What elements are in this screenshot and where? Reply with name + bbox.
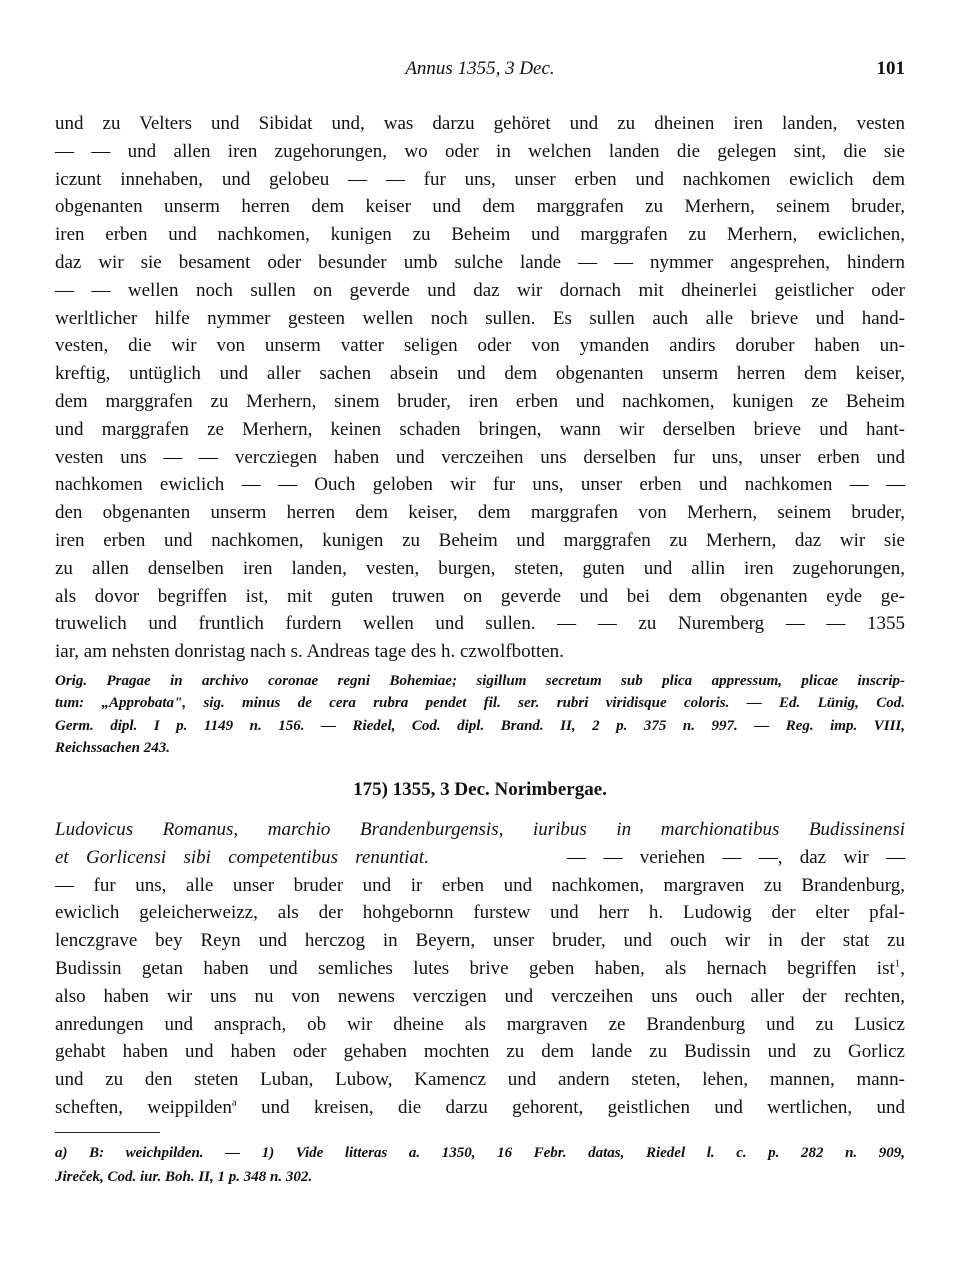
text-line: nachkomen ewiclich — — Ouch geloben wir fur uns, unser erben und nachkomen — — <box>55 474 905 496</box>
text-line: vesten uns — — vercziegen haben und verczeihen uns derselben fur uns, unser erben und <box>55 446 905 468</box>
text-line: anredungen und ansprach, ob wir dheine als margraven ze Brandenburg und zu Lusicz <box>55 1013 905 1035</box>
footnote-rule <box>55 1132 160 1133</box>
text-line: und marggrafen ze Merhern, keinen schaden bringen, wann wir derselben brieve und hant- <box>55 418 905 440</box>
text-line <box>55 955 905 983</box>
text-line: zu allen denselben iren landen, vesten, burgen, steten, guten und allin iren zugehorungen, <box>55 557 905 579</box>
footnote-ref: a <box>231 1096 237 1109</box>
text-line: dem marggrafen zu Merhern, sinem bruder, iren erben und nachkomen, kunigen ze Beheim <box>55 390 905 412</box>
text-line: also haben wir uns nu von newens verczigen und verczeihen uns ouch aller der rechten, <box>55 985 905 1007</box>
page-body <box>55 110 905 1189</box>
text-line: als dovor begriffen ist, mit guten truwen on geverde und bei dem obgenanten eyde ge- <box>55 585 905 607</box>
text-line: obgenanten unserm herren dem keiser und dem marggrafen zu Merhern, seinem bruder, <box>55 196 905 218</box>
source-note <box>55 670 905 760</box>
text-line: daz wir sie besament oder besunder umb sulche lande — — nymmer angesprehen, hindern <box>55 251 905 273</box>
text-line: lenczgrave bey Reyn und herczog in Beyern, unser bruder, und ouch wir in der stat zu <box>55 930 905 952</box>
footnote-line: Jireček, Cod. iur. Boh. II, 1 p. 348 n. 302. <box>55 1168 313 1185</box>
text-line: iar, am nehsten donristag nach s. Andreas tage des h. czwolfbotten. <box>55 641 564 663</box>
text-line: kreftig, untüglich und aller sachen absein und dem obgenanten unserm herren dem keiser, <box>55 363 905 385</box>
source-note-line: Reichssachen 243. <box>55 740 171 757</box>
text-line: ewiclich geleicherweizz, als der hohgebornn furstew und herr h. Ludowig der elter pfal- <box>55 902 905 924</box>
text-line: — — wellen noch sullen on geverde und daz wir dornach mit dheinerlei geistlicher oder <box>55 279 905 301</box>
text-line: — — und allen iren zugehorungen, wo oder in welchen landen die gelegen sint, die sie <box>55 140 905 162</box>
text-line <box>55 1094 905 1122</box>
text-line: und zu den steten Luban, Lubow, Kamencz und andern steten, lehen, mannen, mann- <box>55 1069 905 1091</box>
entry-summary-line: Ludovicus Romanus, marchio Brandenburgensis, iuribus in marchionatibus Budissinensi <box>55 818 905 840</box>
running-title: Annus 1355, 3 Dec. <box>405 58 555 79</box>
text-line: iren erben und nachkomen, kunigen zu Beheim und marggrafen zu Merhern, ewiclichen, <box>55 224 905 246</box>
text-line: und zu Velters und Sibidat und, was darzu gehöret und zu dheinen iren landen, vesten <box>55 113 905 134</box>
text-line: — fur uns, alle unser bruder und ir erben und nachkomen, margraven zu Brandenburg, <box>55 874 905 896</box>
page-number: 101 <box>876 58 905 79</box>
text-line: gehabt haben und haben oder gehaben mochten zu dem lande zu Budissin und zu Gorlicz <box>55 1041 905 1063</box>
footnote-ref: 1 <box>894 957 901 970</box>
text-line: truwelich und fruntlich furdern wellen und sullen. — — zu Nuremberg — — 1355 <box>55 613 905 635</box>
source-note-line: Orig. Pragae in archivo coronae regni Bohemiae; sigillum secretum sub plica appressum, plicae inscrip- <box>55 672 905 689</box>
text-line: iczunt innehaben, und gelobeu — — fur uns, unser erben und nachkomen ewiclich dem <box>55 168 905 190</box>
footnote-line: a) B: weichpilden. — 1) Vide litteras a. 1350, 16 Febr. datas, Riedel l. c. p. 282 n. 909, <box>55 1144 905 1161</box>
text-fragment: — — veriehen — —, daz wir — <box>567 846 905 868</box>
text-fragment: scheften, weippilden <box>55 1096 232 1118</box>
text-line: werltlicher hilfe nymmer gesteen wellen noch sullen. Es sullen auch alle brieve und hand- <box>55 307 905 329</box>
text-fragment: Budissin getan haben und semliches lutes brive geben haben, als hernach begriffen ist <box>55 957 895 979</box>
text-fragment: , <box>900 957 905 979</box>
charter-text-continued <box>55 110 905 666</box>
source-note-line: Germ. dipl. I p. 1149 n. 156. — Riedel, Cod. dipl. Brand. II, 2 p. 375 n. 997. — Reg. imp. VIII, <box>55 717 905 734</box>
text-fragment: und kreisen, die darzu gehorent, geistlichen und wertlichen, und <box>236 1096 905 1118</box>
text-line: iren erben und nachkomen, kunigen zu Beheim und marggrafen zu Merhern, daz wir sie <box>55 529 905 551</box>
page-header <box>55 58 905 88</box>
entry-175-text <box>55 816 905 1122</box>
footnotes <box>55 1141 905 1189</box>
entry-heading: 175) 1355, 3 Dec. Norimbergae. <box>353 778 607 800</box>
text-line: den obgenanten unserm herren dem keiser, dem marggrafen von Merhern, seinem bruder, <box>55 502 905 524</box>
text-line: vesten, die wir von unserm vatter seligen oder von ymanden andirs doruber haben un- <box>55 335 905 357</box>
source-note-line: tum: „Approbata", sig. minus de cera rubra pendet fil. ser. rubri viridisque coloris. — Ed. Lünig, Cod. <box>55 695 905 712</box>
text-line <box>55 844 905 872</box>
entry-summary-line: et Gorlicensi sibi competentibus renuntiat. <box>55 846 429 868</box>
